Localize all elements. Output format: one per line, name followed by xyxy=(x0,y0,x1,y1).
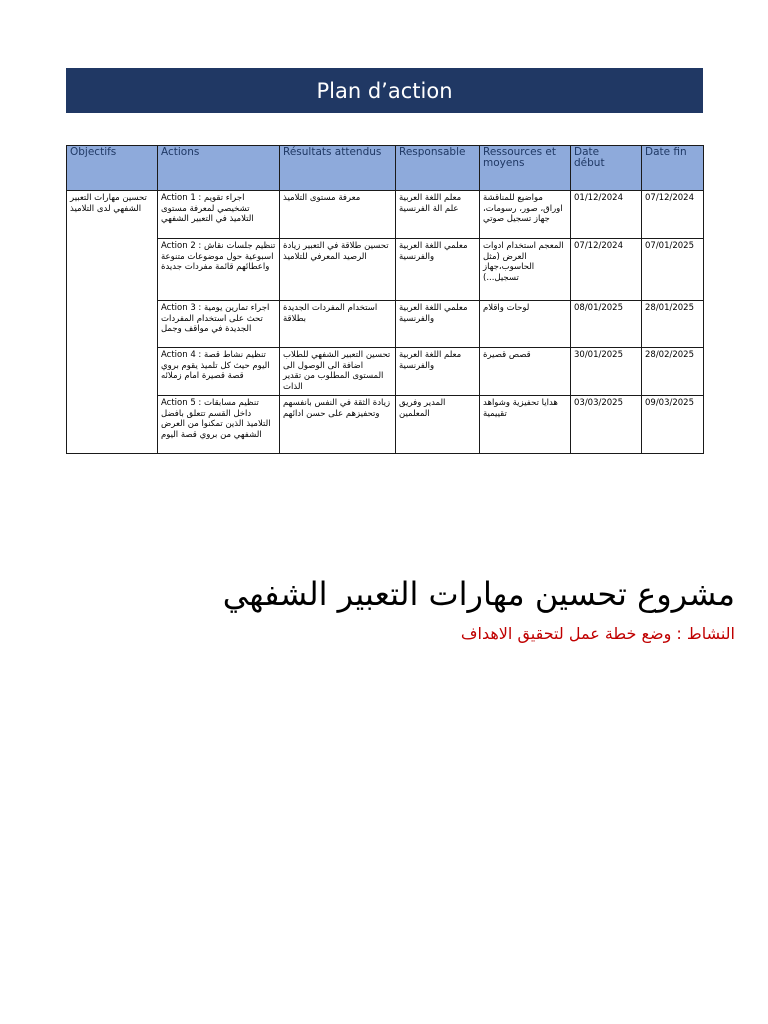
header-actions xyxy=(158,146,280,191)
project-title: مشروع تحسين مهارات التعبير الشفهي xyxy=(222,575,735,613)
resources-cell xyxy=(480,348,571,396)
start-date-cell xyxy=(571,301,642,348)
action-plan-table xyxy=(66,145,704,454)
objective-text: تحسين مهارات التعبير الشفهي لدى التلاميذ xyxy=(70,193,147,214)
table-row xyxy=(67,239,704,301)
resources-cell xyxy=(480,191,571,239)
end-date-text: 28/02/2025 xyxy=(645,350,694,360)
resources-text: قصص قصيرة xyxy=(483,350,531,360)
resources-text: لوحات واقلام xyxy=(483,303,530,313)
start-date-cell xyxy=(571,396,642,454)
start-date-text: 08/01/2025 xyxy=(574,303,623,313)
end-date-cell xyxy=(642,396,704,454)
resources-text: مواضيع للمناقشة اوراق، صور، رسومات، جهاز تسجيل صوتي xyxy=(483,193,563,224)
header-date-debut xyxy=(571,146,642,191)
results-cell xyxy=(280,239,396,301)
responsible-cell xyxy=(396,301,480,348)
start-date-text: 01/12/2024 xyxy=(574,193,623,203)
start-date-cell xyxy=(571,348,642,396)
results-text: تحسين طلاقة في التعبير زيادة الرصيد المعرفي للتلاميذ xyxy=(283,241,389,262)
action-text: Action 1 : اجراء تقويم تشخيصي لمعرفة مستوى التلاميذ في التعبير الشفهي xyxy=(161,193,254,224)
start-date-text: 07/12/2024 xyxy=(574,241,623,251)
end-date-cell xyxy=(642,301,704,348)
resources-text: هدايا تحفيزية وشواهد تقييمية xyxy=(483,398,558,419)
resources-cell xyxy=(480,396,571,454)
results-text: استخدام المفردات الجديدة بطلاقة xyxy=(283,303,378,324)
end-date-text: 09/03/2025 xyxy=(645,398,694,408)
responsible-text: معلمي اللغة العربية والفرنسية xyxy=(399,241,468,262)
table-row xyxy=(67,396,704,454)
header-objectifs xyxy=(67,146,158,191)
action-cell xyxy=(158,191,280,239)
responsible-cell xyxy=(396,396,480,454)
table-row xyxy=(67,301,704,348)
action-cell xyxy=(158,239,280,301)
header-resultats-label: Résultats attendus xyxy=(283,146,382,158)
header-date-fin xyxy=(642,146,704,191)
header-ressources-label: Ressources et moyens xyxy=(483,146,557,169)
end-date-cell xyxy=(642,239,704,301)
header-resultats xyxy=(280,146,396,191)
responsible-text: معلم اللغة العربية والفرنسية xyxy=(399,350,462,371)
start-date-text: 30/01/2025 xyxy=(574,350,623,360)
start-date-cell xyxy=(571,191,642,239)
resources-cell xyxy=(480,239,571,301)
start-date-text: 03/03/2025 xyxy=(574,398,623,408)
end-date-cell xyxy=(642,191,704,239)
results-cell xyxy=(280,348,396,396)
resources-cell xyxy=(480,301,571,348)
end-date-text: 07/12/2024 xyxy=(645,193,694,203)
results-text: معرفة مستوى التلاميذ xyxy=(283,193,361,203)
action-text: Action 3 : اجراء تمارين يومية تحث على استخدام المفردات الجديدة في مواقف وجمل xyxy=(161,303,270,334)
action-text: Action 5 : تنظيم مسابقات داخل القسم تتعلق بافضل التلاميذ الذين تمكنوا من العرض الشفهي من بروي قصة اليوم xyxy=(161,398,271,440)
results-cell xyxy=(280,396,396,454)
table-body xyxy=(67,191,704,454)
results-cell xyxy=(280,191,396,239)
action-text: Action 2 : تنظيم جلسات نقاش اسبوعية حول موضوعات متنوعة واعطائهم قائمة مفردات جديدة xyxy=(161,241,276,272)
header-ressources xyxy=(480,146,571,191)
responsible-text: معلم اللغة العربية علم الة الفرنسية xyxy=(399,193,462,214)
header-objectifs-label: Objectifs xyxy=(70,146,117,158)
end-date-text: 28/01/2025 xyxy=(645,303,694,313)
header-responsable-label: Responsable xyxy=(399,146,466,158)
action-cell xyxy=(158,348,280,396)
end-date-cell xyxy=(642,348,704,396)
header-date-debut-wrap xyxy=(571,146,641,190)
table-header xyxy=(67,146,704,191)
table-row xyxy=(67,348,704,396)
responsible-text: المدير وفريق المعلمين xyxy=(399,398,446,419)
plan-banner xyxy=(66,68,703,113)
resources-text: المعجم استخدام ادوات العرض (مثل الحاسوب،جهاز تسجيل...) xyxy=(483,241,564,283)
activity-subtitle: النشاط : وضع خطة عمل لتحقيق الاهداف xyxy=(460,624,735,643)
header-row xyxy=(67,146,704,191)
table-row xyxy=(67,191,704,239)
results-text: زيادة الثقة في النفس بانفسهم وتحفيزهم على حسن ادائهم xyxy=(283,398,391,419)
objective-cell xyxy=(67,191,158,454)
start-date-cell xyxy=(571,239,642,301)
action-cell xyxy=(158,301,280,348)
header-date-debut-label: Date début xyxy=(574,146,605,169)
header-actions-label: Actions xyxy=(161,146,200,158)
responsible-cell xyxy=(396,191,480,239)
results-cell xyxy=(280,301,396,348)
responsible-cell xyxy=(396,239,480,301)
banner-title: Plan d’action xyxy=(316,78,453,103)
action-cell xyxy=(158,396,280,454)
responsible-text: معلمي اللغة العربية والفرنسية xyxy=(399,303,468,324)
header-date-fin-label: Date fin xyxy=(645,146,687,158)
end-date-text: 07/01/2025 xyxy=(645,241,694,251)
responsible-cell xyxy=(396,348,480,396)
action-text: Action 4 : تنظيم نشاط قصة اليوم حيث كل تلميذ يقوم بروي قصة قصيرة امام زملائه xyxy=(161,350,270,381)
header-responsable xyxy=(396,146,480,191)
results-text: تحسين التعبير الشفهي للطلاب اضافة الى الوصول الى المستوى المطلوب من تقدير الذات xyxy=(283,350,391,392)
